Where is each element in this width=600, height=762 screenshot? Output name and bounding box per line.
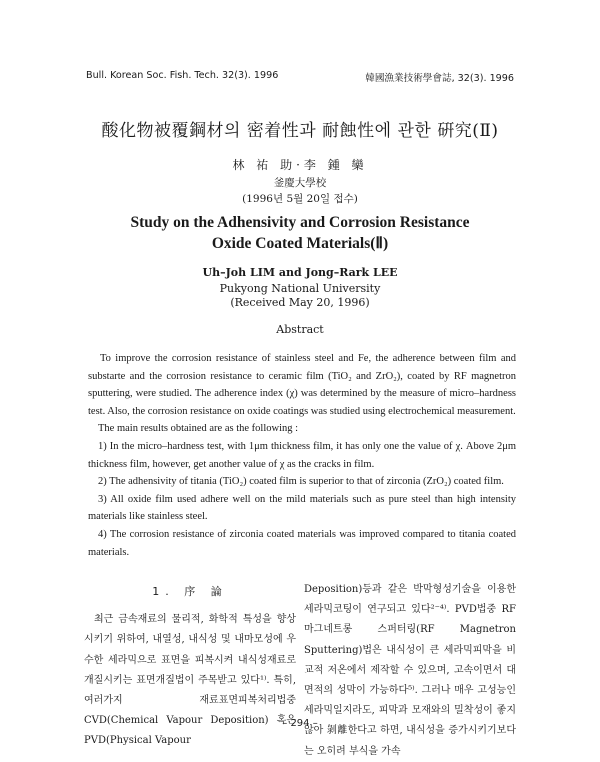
abstract-paragraph: To improve the corrosion resistance of stainless steel and Fe, the adherence between film and substarte and the corrosion resistance to ceramic film (TiO₂ and ZrO₂), coated by RF magnetron sputtering, were studied. The adherence index (χ) was determined by the measure of micro–hardness test. Also, the corrosion resistance on oxide coatings was studied using electrochemical measurement. xyxy=(88,353,516,417)
abstract-result-item: 1) In the micro–hardness test, with 1μm thickness film, it has only one the value of χ. Above 2μm thickness film, however, get another value of χ as the cracks in film. xyxy=(88,440,516,470)
body-column-right xyxy=(304,580,516,762)
received-date-english: (Received May 20, 1996) xyxy=(230,296,370,309)
affiliation-english: Pukyong National University xyxy=(219,282,381,295)
section-heading-introduction: 1. 序 論 xyxy=(152,585,228,598)
paper-title-english xyxy=(0,212,600,254)
authors-korean: 林 祐 助·李 鍾 欒 xyxy=(232,158,368,172)
body-text: 최근 금속재료의 물리적, 화학적 특성을 향상시키기 위하여, 내열성, 내식성 및 내마모성에 우수한 세라믹으로 표면을 피복시켜 내식성재료로 개질시키는 표면개질법이 주목받고 있다¹⁾. 특히, 여러가지 재료표면피복처리법중 CVD(Chemical Vapour Deposition) 혹은 PVD(Physical Vapour xyxy=(84,614,296,747)
journal-citation-en: Bull. Korean Soc. Fish. Tech. 32(3). 1996 xyxy=(86,70,279,81)
received-date-korean: (1996년 5월 20일 접수) xyxy=(242,193,358,205)
paper-title-english-line1: Study on the Adhensivity and Corrosion Resistance xyxy=(130,214,470,231)
abstract-result-item: 4) The corrosion resistance of zirconia coated materials was improved compared to titania coated materials. xyxy=(88,528,516,558)
abstract-heading: Abstract xyxy=(276,323,324,336)
abstract-result-item: 2) The adhensivity of titania (TiO₂) coated film is superior to that of zirconia (ZrO₂) coated film. xyxy=(98,476,504,488)
authors-english: Uh–Joh LIM and Jong–Rark LEE xyxy=(202,266,398,279)
paper-title-korean: 酸化物被覆鋼材의 密着性과 耐蝕性에 관한 硏究(Ⅱ) xyxy=(101,121,499,141)
journal-citation-ko: 韓國漁業技術學會誌, 32(3). 1996 xyxy=(365,73,514,84)
abstract-result-item: 3) All oxide film used adhere well on the mild materials such as pure steel than high intensity materials like stainless steel. xyxy=(88,493,516,523)
paper-title-english-line2: Oxide Coated Materials(Ⅱ) xyxy=(211,235,389,252)
abstract-paragraph: The main results obtained are as the following : xyxy=(98,423,299,435)
page-number: – 294 – xyxy=(282,718,318,729)
abstract-body xyxy=(88,350,516,561)
affiliation-korean: 釜慶大學校 xyxy=(273,177,327,189)
body-text: Deposition)등과 같은 박막형성기술을 이용한 세라믹코팅이 연구되고 있다²⁻⁴⁾. PVD법중 RF마그네트롱 스퍼터링(RF Magnetron Sputtering)법은 내식성이 큰 세라믹피막을 비교적 저온에서 제작할 수 있으며, 고속이면서 대면적의 성막이 가능하다⁵⁾. 그러나 매우 고성능인 세라믹일지라도, 피막과 모재와의 밀착성이 좋지 않아 剝離한다고 하면, 내식성을 증가시키기보다는 오히려 부식을 가속 xyxy=(304,584,516,757)
